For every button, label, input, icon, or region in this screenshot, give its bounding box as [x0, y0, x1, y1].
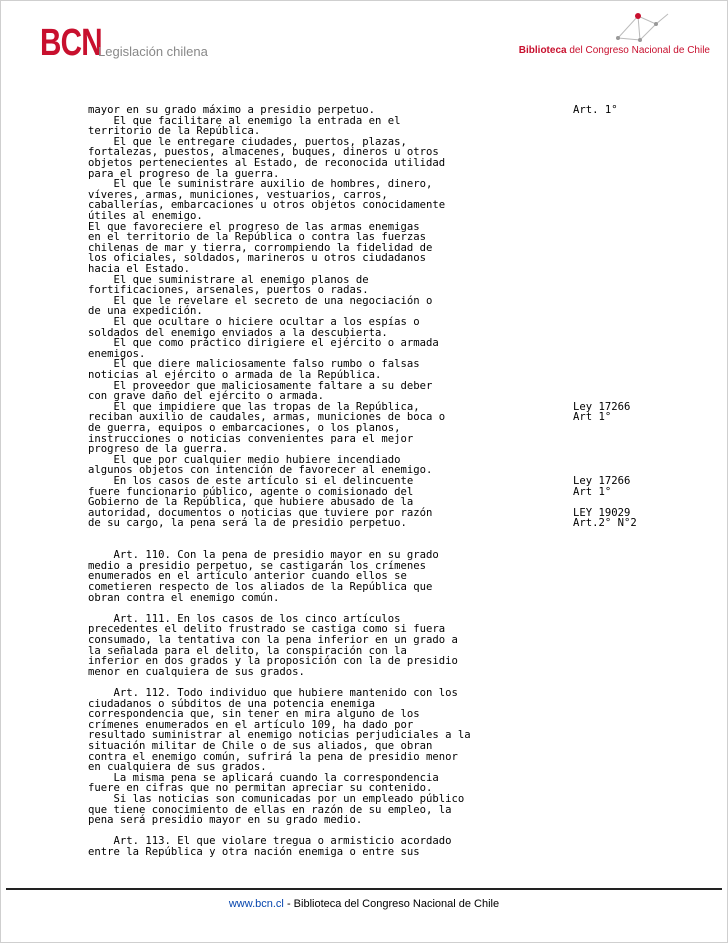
- text-line: El que diere maliciosamente falso rumbo o falsas: [88, 358, 420, 371]
- text-line: menor en cualquiera de sus grados.: [88, 665, 305, 678]
- text-line: El que impidiere que las tropas de la República,: [88, 400, 420, 413]
- text-line: Gobierno de la República, que hubiere abusado de la: [88, 496, 414, 509]
- text-line: objetos pertenecientes al Estado, de reconocida utilidad: [88, 157, 446, 169]
- constellation-logo-icon: [612, 10, 672, 44]
- bcn-logo-subtitle: Legislación chilena: [98, 44, 208, 59]
- text-line: El que favoreciere el progreso de las armas enemigas: [88, 220, 420, 233]
- text-line: inferior en dos grados y la proposición con la de presidio: [88, 655, 458, 668]
- text-line: El que suministrare al enemigo planos de: [88, 273, 369, 286]
- text-line: El proveedor que maliciosamente faltare a su deber: [88, 379, 433, 392]
- text-line: correspondencia que, sin tener en mira alguno de los: [88, 708, 420, 721]
- text-line: En los casos de este artículo si el delincuente: [88, 475, 414, 487]
- text-line: mayor en su grado máximo a presidio perpetuo.: [88, 104, 376, 116]
- text-line: progreso de la guerra.: [88, 443, 229, 456]
- text-line: El que le entregare ciudades, puertos, plazas,: [88, 135, 407, 148]
- margin-note: Art.2° N°2: [573, 517, 637, 530]
- margin-note: Art. 1°: [573, 104, 618, 116]
- text-line: fortalezas, puestos, almacenes, buques, dineros u otros: [88, 146, 439, 159]
- footer-text: - Biblioteca del Congreso Nacional de Chile: [283, 898, 500, 910]
- text-line: El que por cualquier medio hubiere incendiado: [88, 453, 401, 466]
- text-line: obran contra el enemigo común.: [88, 591, 280, 604]
- text-line: los oficiales, soldados, marineros u otros ciudadanos: [88, 252, 427, 265]
- text-line: El que como práctico dirigiere el ejército o armada: [88, 337, 439, 350]
- library-name: [519, 45, 710, 57]
- text-line: soldados del enemigo enviados a la descubierta.: [88, 326, 388, 339]
- text-line: en el territorio de la República o contra las fuerzas: [88, 231, 427, 244]
- text-line: Si las noticias son comunicadas por un empleado público: [88, 793, 465, 805]
- page-footer: [0, 898, 728, 910]
- footer-url-link[interactable]: www.bcn.cl: [228, 898, 284, 910]
- text-line: territorio de la República.: [88, 125, 261, 138]
- text-line: situación militar de Chile o de sus aliados, que obran: [88, 740, 433, 752]
- text-line: chilenas de mar y tierra, corrompiendo la fidelidad de: [88, 241, 433, 254]
- text-line: para el progreso de la guerra.: [88, 167, 280, 180]
- text-line: El que le revelare el secreto de una negociación o: [88, 294, 433, 307]
- text-line: consumado, la tentativa con la pena inferior en un grado a: [88, 634, 458, 646]
- text-line: Art. 110. Con la pena de presidio mayor en su grado: [88, 549, 439, 562]
- text-line: fortificaciones, arsenales, puertos o radas.: [88, 284, 369, 297]
- text-line: noticias al ejército o armada de la República.: [88, 369, 382, 381]
- text-line: hacia el Estado.: [88, 263, 191, 275]
- text-line: crímenes enumerados en el artículo 109, ha dado por: [88, 718, 414, 731]
- margin-note: Art 1°: [573, 411, 612, 424]
- margin-note: Art 1°: [573, 485, 612, 498]
- text-line: resultado suministrar al enemigo noticias perjudiciales a la: [88, 729, 471, 742]
- text-line: precedentes el delito frustrado se castiga como si fuera: [88, 623, 446, 636]
- text-line: reciban auxilio de caudales, armas, municiones de boca o: [88, 411, 446, 424]
- text-line: cometieren respecto de los aliados de la República que: [88, 581, 433, 593]
- text-line: enumerados en el artículo anterior cuando ellos se: [88, 570, 407, 583]
- text-line: instrucciones o noticias convenientes para el mejor: [88, 432, 414, 445]
- text-line: la señalada para el delito, la conspiración con la: [88, 644, 407, 657]
- text-line: algunos objetos con intención de favorecer al enemigo.: [88, 464, 433, 477]
- text-line: Art. 112. Todo individuo que hubiere mantenido con los: [88, 687, 458, 699]
- text-line: El que facilitare al enemigo la entrada en el: [88, 114, 401, 127]
- text-line: con grave daño del ejército o armada.: [88, 390, 324, 403]
- text-line: víveres, armas, municiones, vestuarios, carros,: [88, 188, 388, 201]
- text-line: enemigos.: [88, 347, 146, 360]
- text-line: medio a presidio perpetuo, se castigarán los crímenes: [88, 559, 427, 572]
- text-line: El que ocultare o hiciere ocultar a los espías o: [88, 316, 420, 328]
- text-line: fuere funcionario público, agente o comisionado del: [88, 485, 414, 498]
- margin-note: LEY 19029: [573, 506, 631, 519]
- text-line: Art. 113. El que violare tregua o armisticio acordado: [88, 835, 452, 848]
- footer-divider: [6, 888, 722, 890]
- page-header: [0, 0, 728, 80]
- text-line: caballerías, embarcaciones u otros objetos conocidamente: [88, 199, 446, 212]
- text-line: La misma pena se aplicará cuando la correspondencia: [88, 771, 439, 784]
- text-line: de guerra, equipos o embarcaciones, o los planos,: [88, 422, 401, 434]
- text-line: de una expedición.: [88, 305, 203, 318]
- library-name-rest: del Congreso Nacional de Chile: [566, 45, 710, 56]
- margin-note: Ley 17266: [573, 475, 631, 487]
- text-line: útiles al enemigo.: [88, 210, 203, 222]
- text-line: pena será presidio mayor en su grado medio.: [88, 814, 363, 827]
- text-line: El que le suministrare auxilio de hombres, dinero,: [88, 178, 433, 191]
- text-line: que tiene conocimiento de ellas en razón de su empleo, la: [88, 803, 452, 816]
- margin-note: Ley 17266: [573, 400, 631, 413]
- text-line: en cualquiera de sus grados.: [88, 761, 267, 774]
- bcn-logo: BCN: [40, 22, 102, 64]
- text-line: ciudadanos o súbditos de una potencia enemiga: [88, 697, 376, 710]
- text-line: fuere en cifras que no permitan apreciar su contenido.: [88, 782, 433, 795]
- text-line: entre la República y otra nación enemiga o entre sus: [88, 846, 420, 858]
- text-line: Art. 111. En los casos de los cinco artículos: [88, 612, 401, 625]
- text-line: de su cargo, la pena será la de presidio perpetuo.: [88, 517, 407, 530]
- document-body: [0, 105, 728, 885]
- library-name-bold: Biblioteca: [518, 45, 567, 56]
- text-line: contra el enemigo común, sufrirá la pena de presidio menor: [88, 750, 458, 763]
- text-line: autoridad, documentos o noticias que tuviere por razón: [88, 506, 433, 519]
